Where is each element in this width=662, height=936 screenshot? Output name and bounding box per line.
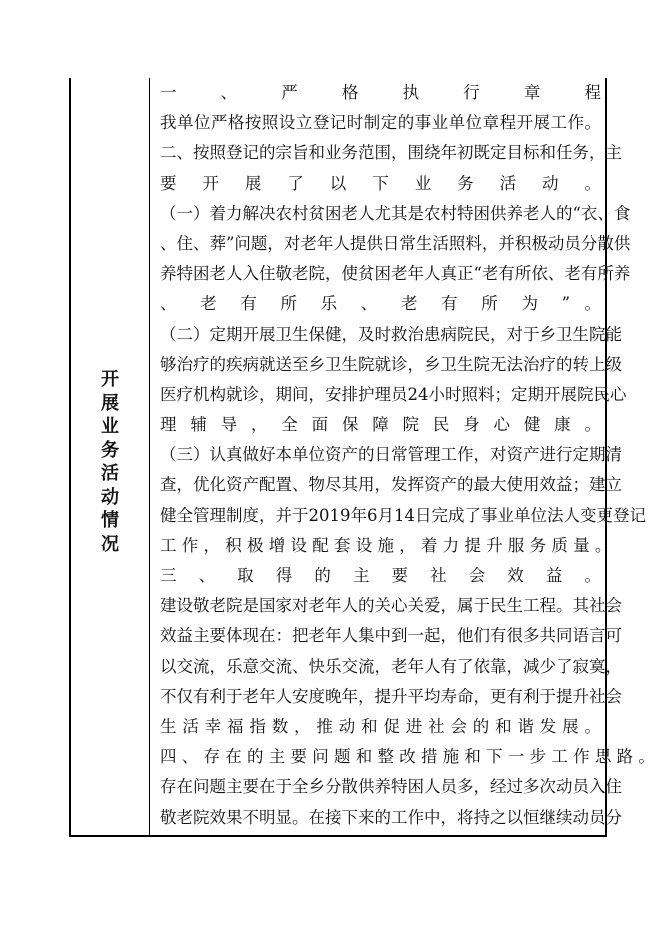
text-line: 理 辅 导 ， 全 面 保 障 院 民 身 心 健 康 。 [160,415,601,435]
text-line: 效益主要体现在：把老年人集中到一起，他们有很多共同语言可 [160,626,622,646]
label-char: 况 [101,533,119,555]
text-line: 健全管理制度，并于2019年6月14日完成了事业单位法人变更登记 [160,505,646,525]
row-label-business-activities [71,368,149,556]
label-char: 情 [101,510,119,531]
text-line: 医疗机构就诊，期间，安排护理员24小时照料；定期开展院民心 [160,384,627,404]
label-char: 务 [101,439,119,461]
text-line: 要 开 展 了 以 下 业 务 活 动 。 [160,173,601,193]
text-line: 存在问题主要在于全乡分散供养特困人员多，经过多次动员入住 [160,777,622,797]
text-line: 养特困老人入住敬老院，使贫困老年人真正“老有所依、老有所养 [160,264,631,284]
label-char: 业 [101,416,119,437]
text-line: 敬老院效果不明显。在接下来的工作中，将持之以恒继续动员分 [160,807,622,827]
text-line: 、住、葬”问题，对老年人提供日常生活照料，并积极动员分散供 [160,233,631,253]
content-cell [160,78,655,833]
text-line: （二）定期开展卫生保健，及时救治患病院民，对于乡卫生院能 [160,324,622,344]
text-line: （一）着力解决农村贫困老人尤其是农村特困供养老人的“衣、食 [160,203,631,223]
label-char: 开 [101,369,119,390]
text-line: 以交流，乐意交流、快乐交流，老年人有了依靠，减少了寂寞， [160,656,622,676]
text-line: 查，优化资产配置、物尽其用，发挥资产的最大使用效益；建立 [160,475,622,495]
text-line: 建设敬老院是国家对老年人的关心关爱，属于民生工程。其社会 [160,596,622,616]
text-line: 工 作 ， 积 极 增 设 配 套 设 施 ， 着 力 提 升 服 务 质 量 。 [160,535,612,555]
label-char: 动 [101,486,119,508]
text-line: 我单位严格按照设立登记时制定的事业单位章程开展工作。 [160,113,601,133]
text-line: 二、按照登记的宗旨和业务范围，围绕年初既定目标和任务，主 [160,143,622,163]
text-line: 三 、 取 得 的 主 要 社 会 效 益 。 [160,566,601,585]
text-line: 生 活 幸 福 指 数 ， 推 动 和 促 进 社 会 的 和 谐 发 展 。 [160,716,601,736]
text-line: 不仅有利于老年人安度晚年，提升平均寿命，更有利于提升社会 [160,686,622,706]
label-cell [71,78,150,835]
label-char: 展 [101,392,119,414]
text-line: 四 、 存 在 的 主 要 问 题 和 整 改 措 施 和 下 一 步 工 作 思 路 。 [160,747,655,767]
text-line: （三）认真做好本单位资产的日常管理工作，对资产进行定期清 [160,445,622,465]
text-line: 、 老 有 所 乐 、 老 有 所 为 ” 。 [160,294,601,314]
activity-table [69,78,655,837]
text-line: 一 、 严 格 执 行 章 程 [160,83,601,102]
text-line: 够治疗的疾病就送至乡卫生院就诊，乡卫生院无法治疗的转上级 [160,354,622,374]
label-char: 活 [101,463,119,484]
